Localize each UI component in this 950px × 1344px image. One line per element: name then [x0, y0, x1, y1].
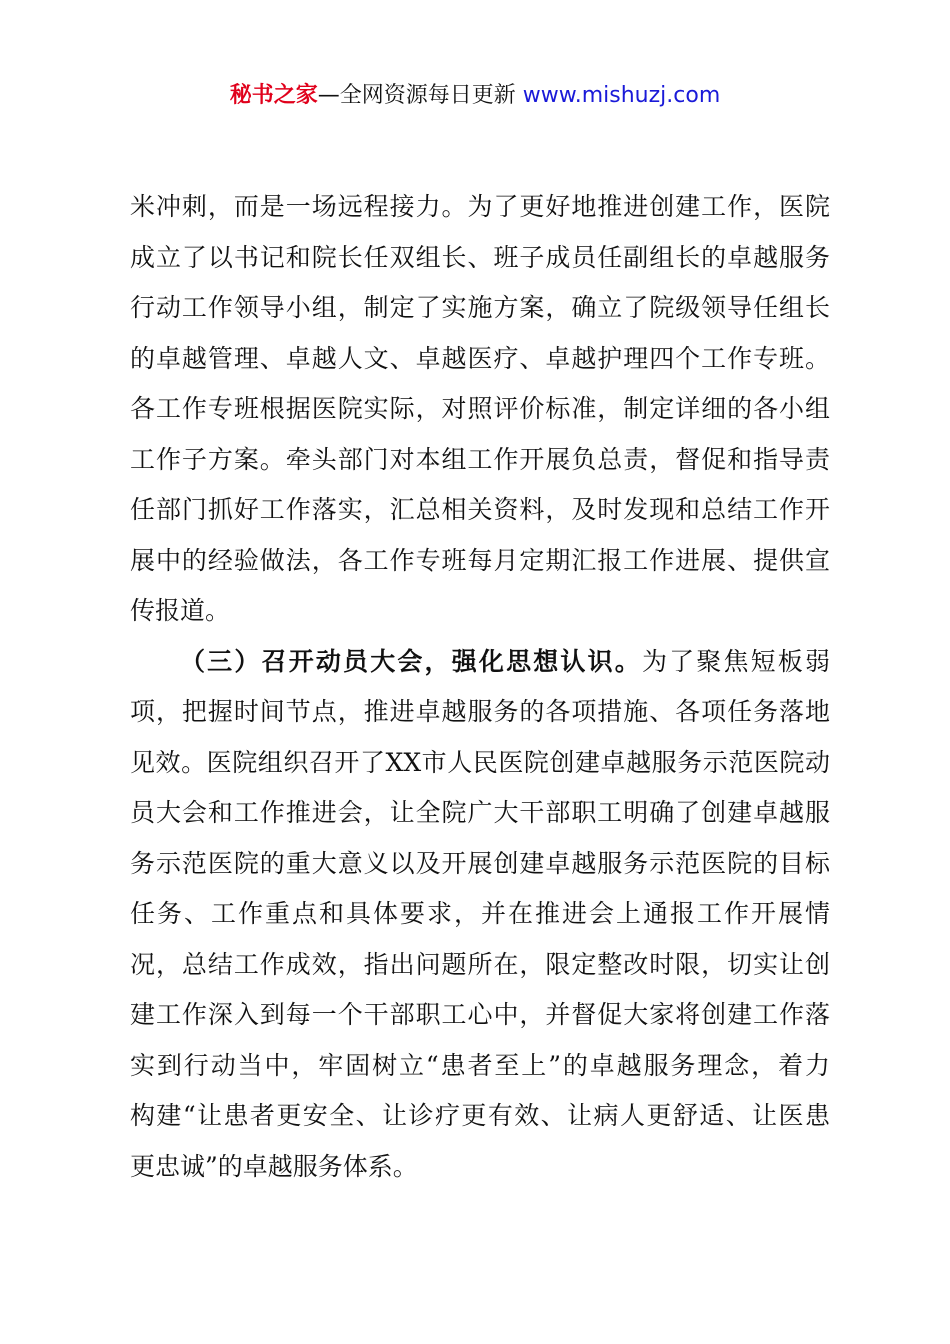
paragraph-2	[130, 637, 830, 1193]
text-line: 行动工作领导小组，制定了实施方案，确立了院级领导任组长	[130, 293, 830, 322]
header-brand: 秘书之家	[229, 83, 318, 108]
text-line: 员大会和工作推进会，让全院广大干部职工明确了创建卓越服	[130, 798, 830, 827]
document-body	[130, 182, 830, 1192]
header-url-link[interactable]: www.mishuzj.com	[522, 83, 721, 108]
text-line: 的卓越管理、卓越人文、卓越医疗、卓越护理四个工作专班。	[130, 343, 830, 373]
text-line: 米冲刺，而是一场远程接力。为了更好地推进创建工作，医院	[130, 192, 830, 221]
header-tagline: —全网资源每日更新	[317, 83, 523, 108]
site-header	[0, 80, 950, 112]
text-line: 传报道。	[130, 596, 231, 625]
text-line: 各工作专班根据医院实际，对照评价标准，制定详细的各小组	[130, 394, 830, 423]
text-line: 构建“让患者更安全、让诊疗更有效、让病人更舒适、让医患	[130, 1101, 830, 1130]
text-line: 任部门抓好工作落实，汇总相关资料，及时发现和总结工作开	[130, 495, 830, 524]
text-line: 成立了以书记和院长任双组长、班子成员任副组长的卓越服务	[130, 242, 830, 272]
paragraph-1	[130, 182, 830, 637]
text-line: 展中的经验做法，各工作专班每月定期汇报工作进展、提供宣	[130, 545, 830, 575]
section-heading-line	[130, 637, 830, 688]
text-line: 见效。医院组织召开了XX市人民医院创建卓越服务示范医院动	[130, 747, 830, 777]
text-line: 况，总结工作成效，指出问题所在，限定整改时限，切实让创	[130, 949, 830, 979]
text-line: 更忠诚”的卓越服务体系。	[130, 1151, 418, 1181]
text-line: 务示范医院的重大意义以及开展创建卓越服务示范医院的目标	[130, 848, 830, 878]
text-line: 任务、工作重点和具体要求，并在推进会上通报工作开展情	[130, 899, 830, 928]
text-line: 项，把握时间节点，推进卓越服务的各项措施、各项任务落地	[130, 697, 830, 726]
text-line-rest: 为了聚焦短板弱	[641, 646, 830, 676]
section-heading: （三）召开动员大会，强化思想认识。	[180, 646, 642, 676]
text-line: 工作子方案。牵头部门对本组工作开展负总责，督促和指导责	[130, 444, 830, 474]
text-line: 建工作深入到每一个干部职工心中，并督促大家将创建工作落	[130, 1000, 830, 1029]
text-line: 实到行动当中，牢固树立“患者至上”的卓越服务理念，着力	[130, 1050, 830, 1080]
